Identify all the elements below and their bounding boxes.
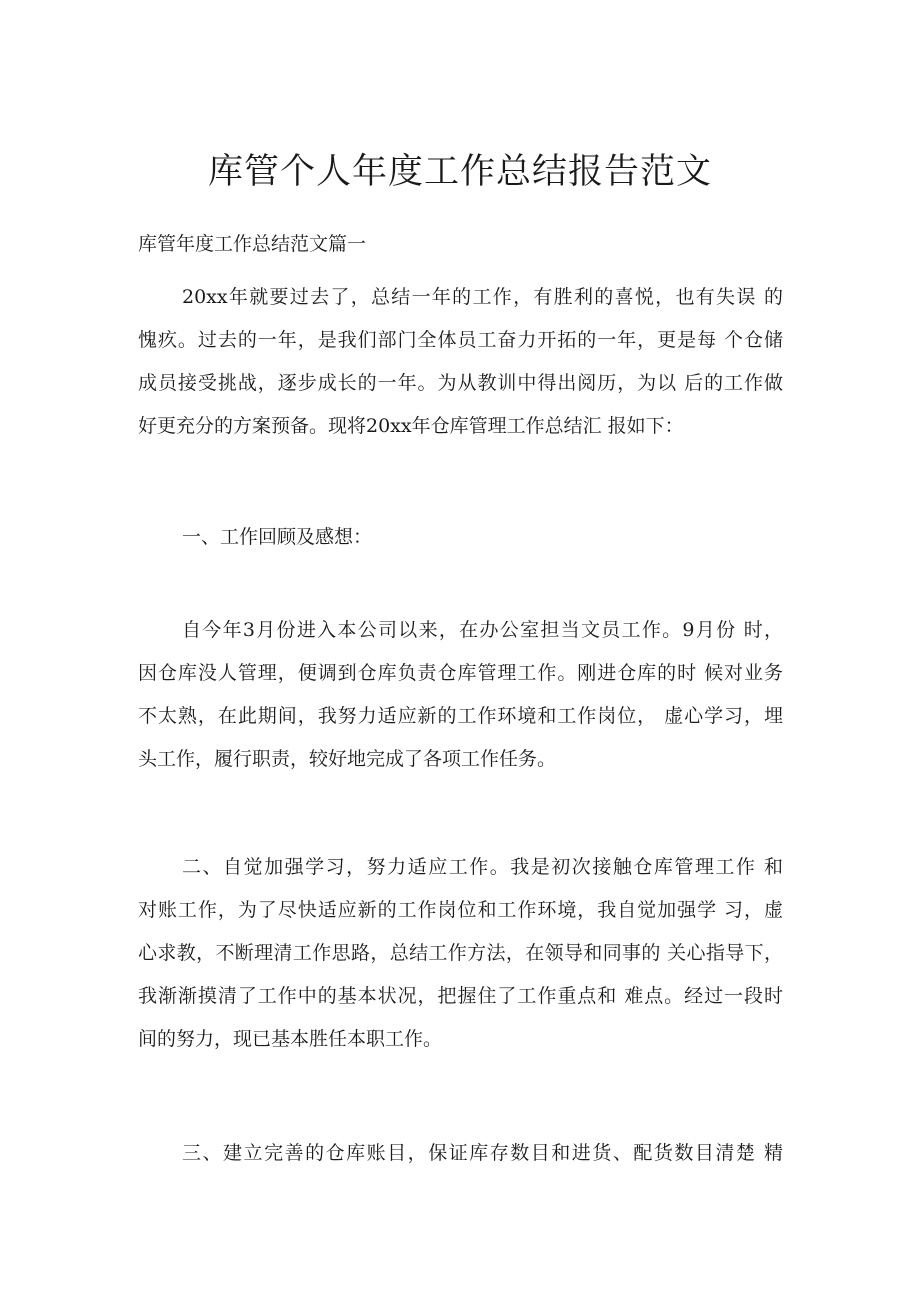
- intro-paragraph: [138, 276, 783, 448]
- text-line: 成员接受挑战，逐步成长的一年。为从教训中得出阅历，为以 后的工作做: [138, 372, 783, 394]
- text-line: 自今年3月份进入本公司以来，在办公室担当文员工作。9月份 时，: [182, 619, 783, 641]
- text-line: 我渐渐摸清了工作中的基本状况，把握住了工作重点和 难点。经过一段时: [138, 985, 783, 1007]
- section2-paragraph: [138, 846, 783, 1061]
- text-line: 因仓库没人管理，便调到仓库负责仓库管理工作。刚进仓库的时 候对业务: [138, 662, 783, 684]
- text-line: 间的努力，现已基本胜任本职工作。: [138, 1028, 443, 1050]
- text-line: 二、自觉加强学习，努力适应工作。我是初次接触仓库管理工作 和: [182, 856, 783, 878]
- document-subtitle: 库管年度工作总结范文篇一: [138, 233, 367, 255]
- text-line: 头工作，履行职责，较好地完成了各项工作任务。: [138, 748, 557, 770]
- text-line: 三、建立完善的仓库账目，保证库存数目和进货、配货数目清楚 精: [182, 1142, 783, 1164]
- text-line: 不太熟，在此期间，我努力适应新的工作环境和工作岗位， 虚心学习，埋: [138, 705, 783, 727]
- section-heading: 一、工作回顾及感想：: [182, 526, 373, 548]
- section3-paragraph: [138, 1132, 783, 1175]
- section1-paragraph: [138, 609, 783, 781]
- text-line: 心求教，不断理清工作思路，总结工作方法，在领导和同事的 关心指导下，: [138, 942, 783, 964]
- text-line: 对账工作，为了尽快适应新的工作岗位和工作环境，我自觉加强学 习，虚: [138, 899, 783, 921]
- text-line: 愧疚。过去的一年，是我们部门全体员工奋力开拓的一年，更是每 个仓储: [138, 329, 783, 351]
- text-line: 好更充分的方案预备。现将20xx年仓库管理工作总结汇 报如下：: [138, 415, 684, 437]
- document-title: 库管个人年度工作总结报告范文: [207, 152, 712, 192]
- text-line: 20xx年就要过去了，总结一年的工作，有胜利的喜悦，也有失误 的: [182, 286, 783, 308]
